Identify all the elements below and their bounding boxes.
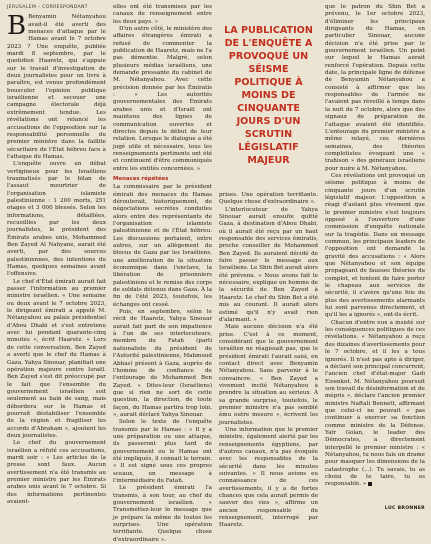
article-column-4 <box>325 4 425 489</box>
pull-quote: LA PUBLICATION DE L'ENQUÊTE A PROVOQUÉ UN SÉISME POLITIQUE À MOINS DE CINQUANTE JOURS D'UN SCRUTIN LÉGISLATIF MAJEUR <box>224 25 313 166</box>
article-column-2 <box>113 4 212 544</box>
article-column-1 <box>7 4 106 506</box>
article-paragraph: Mais aucune décision n'a été prise. C'est à ce moment, considérant que le gouvernement israélien ne réagissait pas, que le président émirati l'aurait saisi, en contact direct avec Benyamin Nétanyahou. Sans parvenir à le convaincre. « Ben Zayed a vivement incité Nétanyahou à prendre la situation au sérieux. À sa grande surprise, toutefois, le premier ministre n'a pas semblé ému outre mesure », écrivent les journalistes. <box>219 324 318 426</box>
dateline: JÉRUSALEM – CORRESPONDANT <box>7 5 88 10</box>
article-paragraph: Chacun d'entre eux a insisté sur les conséquences politiques de ces révélations. « Nétanyahou a reçu des dizaines d'avertissements pour le 7 octobre, et il les a tous ignorés. Il n'est pas apte à diriger, a déclaré son principal concurrent, l'ancien chef d'état-major Gadi Eisenkot. M. Nétanyahou poursuit son travail de désinformation et de mépris », déclare l'ancien premier ministre Naftali Bennett, affirmant que celui-ci ne pouvait « pas continuer à exercer sa fonction comme ministre de la Défense. Yaïr Golan, le leader des Démocrates, a directement interpellé le premier ministre : « Nétanyahou, tu nous fais un drame pour masquer les dimensions de la catastrophe (...). Tu savais, tu as choisi de te taire, tu es responsable. » <box>325 319 425 488</box>
article-paragraph: La commissaire par le président émirati des menaces du Hamas dérouterait, historiquement, de négociations secrètes conduites alors entre des représentants de l'organisation islamiste palestinienne et de l'État hébreu. Les discussions portaient, entre autres, sur un allègement du blocus de Gaza par les Israéliens, une amélioration de la situation économique dans l'enclave, la libération de prisonniers palestiniens et le remise des corps de soldats détenus dans Gaza. À la fin de l'été 2023, toutefois, les échanges ont cessé. <box>113 184 212 308</box>
section-subhead: Menaces répétées <box>113 175 169 182</box>
drop-cap: B <box>7 11 27 42</box>
article-paragraph: que le patron du Shin Bet a prévenu, le 1er octobre 2023, d'éliminer les principaux dirigeants du Hamas, en particulier Sinouar, aucune décision n'a été prise par le gouvernement israélien. Un point sur lequel le Hamas aurait renforcé l'opération. Depuis cette date, la principale ligne de défense de Benyamin Nétanyahou a consisté à affirmer que les responsables de l'armée ne l'avaient pas réveillé à temps dans la nuit du 7 octobre, alors que des signaux de préparation de l'attaque avaient été identifiés. L'entourage du premier ministre a même relayé, ces dernières semaines, des théories complotistes évoquant une « trahison » des généraux israéliens pour nuire à M. Nétanyahou. <box>325 4 425 172</box>
article-paragraph: Selon le texte de l'enquête transmis par le Hamas : « Il y a une préparation ou une attaque, ils passeront plus tard de gouvernement ou le Hamas ont été impliqués, il connait le terrain. » Il est signé sous ces propres sceaux, un message à l'intermédiaire du Fatah. <box>113 419 212 484</box>
article-paragraph: elles ont été transmises par les canaux de renseignement entre les deux pays. » <box>113 4 212 25</box>
article-paragraph: Puis, en septembre, selon le récit de Haaretz, Yahya Sinouar aurait fait part de son impatience à l'un de ses interlocuteurs, membre du Fatah (parti nationaliste du président de l'Autorité palestinienne, Mahmoud Abbas) présent à Gaza, auprès de l'homme de confiance de l'entourage de Mohammed Ben Zayed. « Dites-leur (Israéliens) que si rien ne sort de cette question, la direction, de toute façon, du Hamas partira trop loin. », aurait déclaré Yahya Sinouar. <box>113 309 212 418</box>
article-paragraph: Une information que le premier ministre, également alerté par les renseignements égyptiens, par d'autres canaux, n'a pas évoquée avec les responsables de la sécurité dans les minutes suivantes. « Il nous avions eu connaissance de ces avertissements, il y a de fortes chances que cela aurait permis de sauver des vies », affirme un ancien responsable du renseignement, interrogé par Haaretz. <box>219 427 318 529</box>
article-paragraph: prises. Une opération terrifiante. Quelque chose d'extraordinaire ». <box>219 192 318 206</box>
article-paragraph: Le président émirati l'a transmis, à son tour, au chef du gouvernement israélien. « Transmettez-leur le message que je prépare la même de toutes les surprises. Une opération terrifiante. Quelque chose d'extraordinaire ». <box>113 485 212 543</box>
article-paragraph: Le chef d'État émirati aurait fait passer l'information au premier ministre israélien. « Une semaine ou deux avant le 7 octobre 2023, le dirigeant émirati a appelé M. Nétanyahou au palais présidentiel d'Abou Dhabi et s'est entretenu avec lui pendant quarante-cinq minutes », écrit Haaretz. « Lors de cette conversation, Ben Zayed a averti que le chef du Hamas à Gaza, Yahya Sinouar, planifiait une opération majeure contre Israël. Ben Zayed s'est dit préoccupé par le fait que l'ensemble du gouvernement israélien soit seulement au bain de sang, mais débordera sur le Hamas et pourrait déstabiliser l'ensemble de la région et fragiliser les accords d'Abraham », ajoutent les deux journalistes. <box>7 278 106 439</box>
article-paragraph: L'interlocuteur de Yahya Sinouar aurait ensuite quitté Gaza, à destination d'Abou Dhabi, où il aurait été reçu par un haut responsable des services émiratis, proche conseiller de Mohammed Ben Zayed. Ils auraient décidé de faire passer le message aux Israéliens. Le Shin Bet aurait alors été prévenu. « Nous avons fait le nécessaire, explique un homme de la sécurité de Ben Zayed à Haaretz. Le chef du Shin Bet a été mis au courant. Il aurait alors estimé qu'il n'y avait rien d'alarmant. » <box>219 206 318 323</box>
pull-quote-box <box>219 8 318 183</box>
article-paragraph: L'enquête ouvre un débat vertigineux pour les Israéliens traumatisés par le bilan de l'assaut meurtrier de l'organisation islamiste palestinienne : 1 200 morts, 251 otages et 3 000 blessés. Selon les informations, détaillées, recueillies par les deux journalistes, le président des Émirats arabes unis, Mohammed Ben Zayed Al Nahyane, aurait été averti, par des sources palestiniennes, des intentions du Hamas, quelques semaines avant l'offensive. <box>7 161 106 278</box>
article-paragraph: B Benyamin Nétanyahou avait-il été averti des menaces d'attaque par le Hamas avant le 7 octobre 2023 ? Une enquête, publiée mardi 8 septembre, par le quotidien Haaretz, qui s'appuie sur le travail d'investigation de deux journalistes pour un livre à paraître, est venue profondément bousculer l'opinion publique israélienne et secouer une campagne électorale déjà extrêmement tendue. Les révélations ont relancé les accusations de l'opposition sur la responsabilité personnelle du premier ministre dans la faillite sécuritaire de l'État hébreu face à l'attaque du Hamas. <box>7 11 106 160</box>
article-column-3 <box>219 192 318 530</box>
article-paragraph: Le chef du gouvernement israélien a réfuté ces accusations, mardi soir : « Les articles de la presse sont faux. Aucun avertissement n'a été transmis au premier ministre par les Émirats arabes unis avant le 7 octobre. Si des informations pertinentes avaient- <box>7 440 106 506</box>
article-paragraph: Ces révélations ont provoqué un séisme politique à moins de cinquante jours d'un scrutin législatif majeur. L'opposition a réagi d'autant plus vivement que le premier ministre s'est toujours opposé à l'ouverture d'une commission d'enquête nationale sur la tragédie. Dans un message commun, les principaux leaders de l'opposition ont demandé la gravité des accusations : « Alors que Nétanyahou et son équipe propageant de fausses théories du complot, et tentent de faire porter le chapeau aux services de sécurité, il s'avère qu'une fois de plus des avertissements alarmants lui sont parvenus directement, et qu'il les a ignorés », ont-ils écrit. <box>325 172 425 319</box>
article-paragraph: D'un autre côté, le ministère des affaires étrangères émirati a refusé de commenter la publication de Haaretz, mais ne l'a pas démentie. Malgré, selon plusieurs médias israéliens, une demande pressante du cabinet de M. Nétanyahou. Avec cette précision donnée par les Émiratis : « Les autorités gouvernementales des Émirats arabes unis et d'Israël ont maintenu des lignes de communication ouvertes et directes depuis le début de leur relation. Lorsque le dialogue a été jugé utile et nécessaire, tous les renseignements pertinents ont été et continuent d'être communiqués entre les entités concernées. » <box>113 26 212 172</box>
end-mark-icon <box>368 482 372 486</box>
author-signature: LUC BRONNER <box>384 506 425 511</box>
